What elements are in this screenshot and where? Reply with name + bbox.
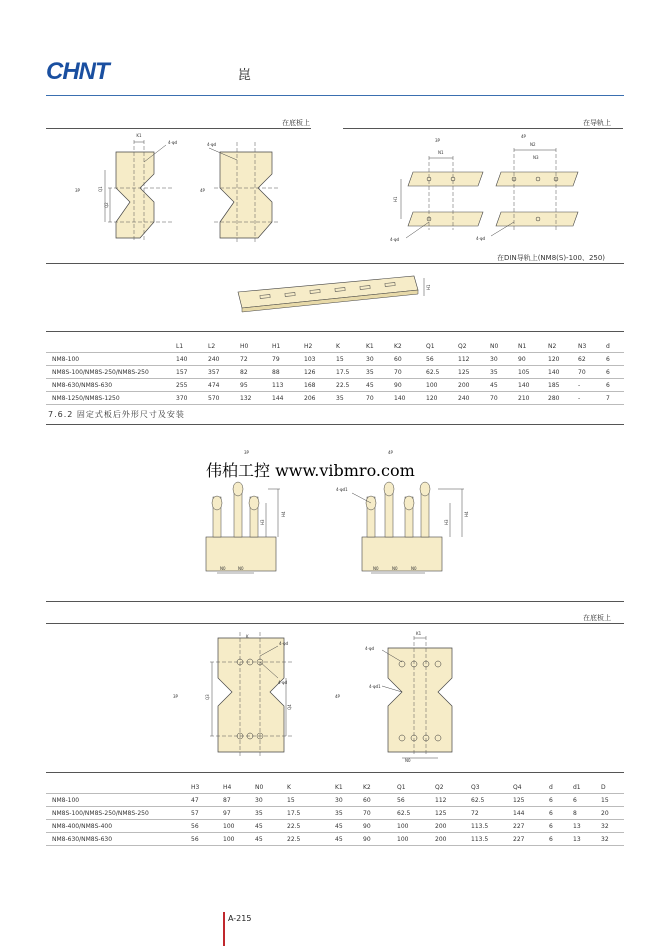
label-h3-b: H3 — [444, 519, 449, 525]
table-row — [46, 794, 624, 807]
column-header: N0 — [255, 784, 264, 791]
rail-3p-lower — [408, 212, 483, 226]
value-cell: 144 — [513, 807, 549, 820]
value-cell: 240 — [208, 353, 240, 366]
value-cell: 132 — [240, 392, 272, 405]
label-3p-a: 3P — [75, 188, 80, 193]
value-cell: 56 — [191, 833, 223, 846]
value-cell: 113.5 — [471, 820, 513, 833]
value-cell: 227 — [513, 833, 549, 846]
value-cell: 95 — [240, 379, 272, 392]
value-cell: 56 — [191, 820, 223, 833]
label-phi-d-e: 4-φd — [279, 641, 289, 646]
label-4p-c: 4P — [388, 450, 393, 455]
value-cell: 200 — [435, 833, 471, 846]
label-phi-d-c: 4-φd — [390, 237, 400, 242]
label-phi-d-a: 4-φd — [168, 140, 178, 145]
label-4p-d: 4P — [335, 694, 340, 699]
table-row — [46, 392, 624, 405]
value-cell: 72 — [471, 807, 513, 820]
column-header: d — [549, 784, 553, 791]
label-q4: Q4 — [287, 704, 292, 710]
label-k-a: K — [246, 634, 249, 639]
value-cell: 125 — [458, 366, 490, 379]
column-header: K2 — [394, 343, 402, 350]
watermark: 伟柏工控 www.vibmro.com — [206, 461, 415, 480]
column-header: L1 — [176, 343, 184, 350]
column-header: N0 — [490, 343, 499, 350]
value-cell: 157 — [176, 366, 208, 379]
rail-4p-upper — [496, 172, 578, 186]
table-row — [46, 807, 624, 820]
column-header: d1 — [573, 784, 581, 791]
value-cell: 90 — [363, 833, 397, 846]
column-header: Q3 — [471, 784, 480, 791]
value-cell: 30 — [490, 353, 518, 366]
value-cell: 45 — [490, 379, 518, 392]
value-cell: 126 — [304, 366, 336, 379]
label-n0-a: N0 — [220, 566, 226, 571]
column-header: d — [606, 343, 610, 350]
value-cell: 125 — [435, 807, 471, 820]
value-cell: 140 — [176, 353, 208, 366]
value-cell: 60 — [363, 794, 397, 807]
value-cell: 45 — [255, 833, 287, 846]
value-cell: 87 — [223, 794, 255, 807]
label-phi-d1: 4-φd1 — [336, 487, 348, 492]
column-header: H0 — [240, 343, 249, 350]
value-cell: - — [578, 392, 606, 405]
caption-base-plate-bottom: 在底板上 — [583, 614, 611, 622]
column-header: D — [601, 784, 606, 791]
value-cell: 140 — [394, 392, 426, 405]
page-accent-bar — [223, 912, 225, 946]
rule-section — [46, 424, 624, 425]
brand-logo: CHNT — [46, 58, 109, 85]
value-cell: 30 — [255, 794, 287, 807]
value-cell: 45 — [335, 820, 363, 833]
model-cell: NM8-630/NM8S-630 — [46, 833, 191, 846]
model-cell: NM8S-100/NM8S-250/NM8S-250 — [46, 366, 176, 379]
value-cell: 22.5 — [287, 820, 335, 833]
column-header: L2 — [208, 343, 216, 350]
label-h0: H1 — [426, 284, 431, 290]
table-row — [46, 366, 624, 379]
base-plate-4p-b — [388, 648, 452, 752]
rule-din-rail — [46, 263, 624, 264]
value-cell: 100 — [397, 820, 435, 833]
base-plate-4p — [220, 152, 272, 238]
value-cell: 570 — [208, 392, 240, 405]
value-cell: 60 — [394, 353, 426, 366]
value-cell: 120 — [426, 392, 458, 405]
label-q3: Q3 — [205, 694, 210, 700]
table1-header-row — [46, 341, 624, 353]
value-cell: 185 — [548, 379, 578, 392]
value-cell: 22.5 — [336, 379, 366, 392]
label-h3: H3 — [260, 519, 265, 525]
column-header: H4 — [223, 784, 232, 791]
column-header: K1 — [335, 784, 343, 791]
label-n1: N1 — [438, 150, 444, 155]
label-n0-d: N0 — [392, 566, 398, 571]
value-cell: - — [578, 379, 606, 392]
value-cell: 13 — [573, 820, 601, 833]
value-cell: 35 — [490, 366, 518, 379]
label-k1-a: K1 — [136, 133, 142, 138]
column-header: N3 — [578, 343, 587, 350]
value-cell: 45 — [255, 820, 287, 833]
label-4p-a: 4P — [200, 188, 205, 193]
label-h4: H4 — [281, 511, 286, 517]
value-cell: 112 — [435, 794, 471, 807]
value-cell: 100 — [223, 820, 255, 833]
value-cell: 35 — [335, 807, 363, 820]
model-cell: NM8-100 — [46, 353, 176, 366]
rail-3p-upper — [408, 172, 483, 186]
column-header: Q4 — [513, 784, 522, 791]
value-cell: 168 — [304, 379, 336, 392]
value-cell: 62.5 — [471, 794, 513, 807]
value-cell: 103 — [304, 353, 336, 366]
value-cell: 72 — [240, 353, 272, 366]
value-cell: 97 — [223, 807, 255, 820]
table2-header-row — [46, 782, 624, 794]
value-cell: 62 — [578, 353, 606, 366]
value-cell: 370 — [176, 392, 208, 405]
value-cell: 20 — [601, 807, 624, 820]
value-cell: 70 — [363, 807, 397, 820]
value-cell: 70 — [578, 366, 606, 379]
value-cell: 144 — [272, 392, 304, 405]
table-row — [46, 379, 624, 392]
label-n0-f: N0 — [405, 758, 411, 763]
label-phi-d0: 4-φd — [278, 680, 288, 685]
label-n0-e: N0 — [411, 566, 417, 571]
label-h1: H1 — [393, 196, 398, 202]
label-phi-d-d: 4-φd — [476, 236, 486, 241]
chapter-title: 崑 — [238, 68, 252, 83]
label-phi-d-b: 4-φd — [207, 142, 217, 147]
section-title: 7.6.2 固定式板后外形尺寸及安装 — [48, 410, 185, 419]
caption-rail-top: 在导轨上 — [583, 119, 611, 127]
base-plate-3p — [116, 152, 154, 238]
dimension-table-2 — [46, 782, 624, 846]
column-header: K — [336, 343, 340, 350]
value-cell: 6 — [549, 833, 573, 846]
header-rule — [46, 95, 624, 96]
value-cell: 6 — [573, 794, 601, 807]
rule-lower-1 — [46, 601, 624, 602]
label-3p-c: 3P — [244, 450, 249, 455]
value-cell: 56 — [397, 794, 435, 807]
value-cell: 210 — [518, 392, 548, 405]
table-row — [46, 353, 624, 366]
table-row — [46, 833, 624, 846]
value-cell: 255 — [176, 379, 208, 392]
label-n0-b: N0 — [238, 566, 244, 571]
column-header: K2 — [363, 784, 371, 791]
label-phi-d-f: 4-φd — [365, 646, 375, 651]
value-cell: 17.5 — [287, 807, 335, 820]
model-cell: NM8-1250/NM8S-1250 — [46, 392, 176, 405]
value-cell: 6 — [606, 366, 624, 379]
column-header: Q1 — [426, 343, 435, 350]
label-q1-a: Q1 — [98, 186, 103, 192]
caption-din-rail: 在DIN导轨上(NM8(S)-100、250) — [497, 254, 606, 262]
value-cell: 140 — [548, 366, 578, 379]
label-n3: N3 — [533, 155, 539, 160]
value-cell: 57 — [191, 807, 223, 820]
dimension-table-1 — [46, 341, 624, 405]
model-cell: NM8-100 — [46, 794, 191, 807]
rule-rail — [343, 128, 623, 129]
value-cell: 100 — [426, 379, 458, 392]
value-cell: 47 — [191, 794, 223, 807]
value-cell: 140 — [518, 379, 548, 392]
label-k1-b: K1 — [416, 631, 422, 636]
value-cell: 32 — [601, 833, 624, 846]
value-cell: 120 — [548, 353, 578, 366]
caption-base-plate-top: 在底板上 — [282, 119, 310, 127]
value-cell: 474 — [208, 379, 240, 392]
value-cell: 32 — [601, 820, 624, 833]
rule-table1 — [46, 331, 624, 332]
value-cell: 357 — [208, 366, 240, 379]
value-cell: 240 — [458, 392, 490, 405]
column-header: H1 — [272, 343, 281, 350]
column-header: K — [287, 784, 291, 791]
value-cell: 22.5 — [287, 833, 335, 846]
value-cell: 30 — [366, 353, 394, 366]
model-cell: NM8S-100/NM8S-250/NM8S-250 — [46, 807, 191, 820]
value-cell: 206 — [304, 392, 336, 405]
value-cell: 125 — [513, 794, 549, 807]
page-number: A-215 — [228, 914, 252, 923]
value-cell: 6 — [549, 794, 573, 807]
value-cell: 17.5 — [336, 366, 366, 379]
value-cell: 280 — [548, 392, 578, 405]
value-cell: 200 — [458, 379, 490, 392]
column-header: H3 — [191, 784, 200, 791]
value-cell: 6 — [606, 379, 624, 392]
label-4p-b: 4P — [521, 134, 526, 139]
value-cell: 113 — [272, 379, 304, 392]
value-cell: 56 — [426, 353, 458, 366]
value-cell: 45 — [366, 379, 394, 392]
label-phi-d1-b: 4-φd1 — [369, 684, 381, 689]
value-cell: 62.5 — [397, 807, 435, 820]
label-n2: N2 — [530, 142, 536, 147]
base-plate-3p-b — [218, 638, 284, 752]
value-cell: 70 — [490, 392, 518, 405]
value-cell: 6 — [606, 353, 624, 366]
value-cell: 82 — [240, 366, 272, 379]
value-cell: 6 — [549, 820, 573, 833]
value-cell: 70 — [394, 366, 426, 379]
value-cell: 30 — [335, 794, 363, 807]
value-cell: 35 — [366, 366, 394, 379]
rule-base-plate — [46, 128, 311, 129]
value-cell: 113.5 — [471, 833, 513, 846]
column-header: Q2 — [435, 784, 444, 791]
model-cell: NM8-400/NM8S-400 — [46, 820, 191, 833]
base-plate-drawings-bottom — [160, 628, 460, 768]
value-cell: 88 — [272, 366, 304, 379]
value-cell: 200 — [435, 820, 471, 833]
value-cell: 90 — [518, 353, 548, 366]
column-header: N1 — [518, 343, 527, 350]
value-cell: 15 — [287, 794, 335, 807]
value-cell: 8 — [573, 807, 601, 820]
column-header: H2 — [304, 343, 313, 350]
value-cell: 45 — [335, 833, 363, 846]
value-cell: 105 — [518, 366, 548, 379]
label-3p-b: 3P — [435, 138, 440, 143]
value-cell: 62.5 — [426, 366, 458, 379]
value-cell: 15 — [336, 353, 366, 366]
value-cell: 90 — [363, 820, 397, 833]
mounting-drawings-top — [46, 130, 624, 262]
column-header: N2 — [548, 343, 557, 350]
value-cell: 35 — [336, 392, 366, 405]
din-rail-drawing — [230, 270, 440, 320]
column-header: K1 — [366, 343, 374, 350]
table-row — [46, 820, 624, 833]
value-cell: 79 — [272, 353, 304, 366]
rail-4p-lower — [496, 212, 578, 226]
value-cell: 100 — [397, 833, 435, 846]
label-q2-a: Q2 — [104, 202, 109, 208]
value-cell: 35 — [255, 807, 287, 820]
value-cell: 227 — [513, 820, 549, 833]
column-header: Q1 — [397, 784, 406, 791]
rule-lower-2 — [46, 623, 624, 624]
value-cell: 100 — [223, 833, 255, 846]
label-3p-d: 3P — [173, 694, 178, 699]
column-header: Q2 — [458, 343, 467, 350]
column-header — [46, 341, 176, 353]
value-cell: 70 — [366, 392, 394, 405]
model-cell: NM8-630/NM8S-630 — [46, 379, 176, 392]
label-n0-c: N0 — [373, 566, 379, 571]
value-cell: 6 — [549, 807, 573, 820]
value-cell: 112 — [458, 353, 490, 366]
value-cell: 13 — [573, 833, 601, 846]
value-cell: 90 — [394, 379, 426, 392]
label-h4-b: H4 — [464, 511, 469, 517]
value-cell: 15 — [601, 794, 624, 807]
column-header — [46, 782, 191, 794]
value-cell: 7 — [606, 392, 624, 405]
rule-table2 — [46, 772, 624, 773]
